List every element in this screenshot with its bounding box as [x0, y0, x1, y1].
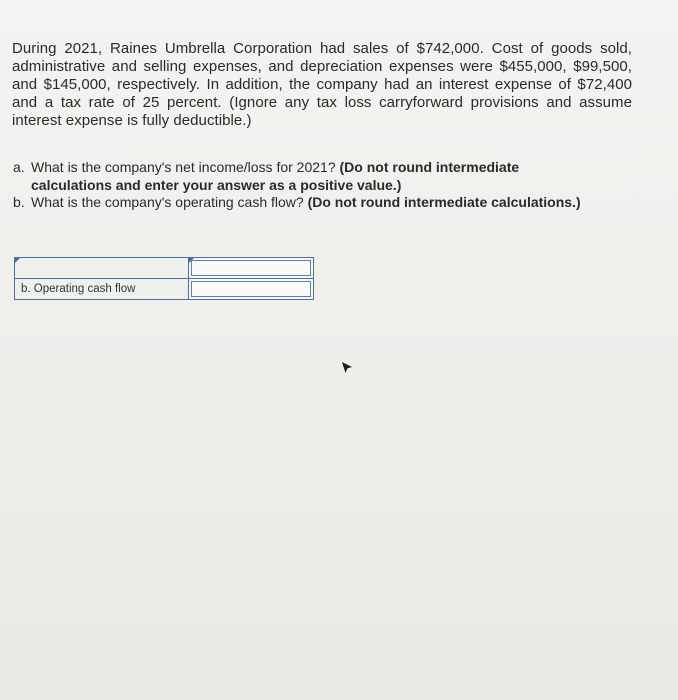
question-a — [13, 159, 583, 194]
answer-table — [14, 257, 314, 300]
operating-cash-flow-input[interactable] — [189, 279, 314, 300]
question-list — [13, 159, 583, 212]
problem-statement: During 2021, Raines Umbrella Corporation had sales of $742,000. Cost of goods sold, administrative and selling expenses, and depreciation expenses were $455,000, $99,500, and $145,000, respectively. In addition, the company had an interest expense of $72,400 and a tax rate of 25 percent. (Ignore any tax loss carryforward provisions and assume interest expense is fully deductible.) — [12, 40, 632, 129]
operating-cash-flow-input-box[interactable] — [191, 281, 311, 297]
answer-row-b-label: b. Operating cash flow — [15, 279, 189, 300]
question-a-instruction: (Do not round intermediate calculations and enter your answer as a positive value.) — [31, 159, 520, 193]
question-a-letter: a. — [13, 159, 25, 175]
question-a-text — [31, 159, 583, 194]
question-b-text — [31, 194, 583, 212]
net-income-input-box[interactable] — [191, 260, 311, 276]
answer-row-a — [15, 258, 314, 279]
question-a-prompt: What is the company's net income/loss for 2021? — [31, 159, 340, 175]
answer-row-a-label — [15, 258, 189, 279]
question-b — [13, 194, 583, 212]
answer-row-b — [15, 279, 314, 300]
corner-marker-icon — [15, 258, 20, 263]
net-income-input[interactable] — [189, 258, 314, 279]
question-b-letter: b. — [13, 194, 25, 210]
question-b-prompt: What is the company's operating cash flow? — [31, 194, 308, 210]
mouse-pointer-icon — [341, 361, 353, 375]
question-b-instruction: (Do not round intermediate calculations.) — [307, 194, 581, 210]
